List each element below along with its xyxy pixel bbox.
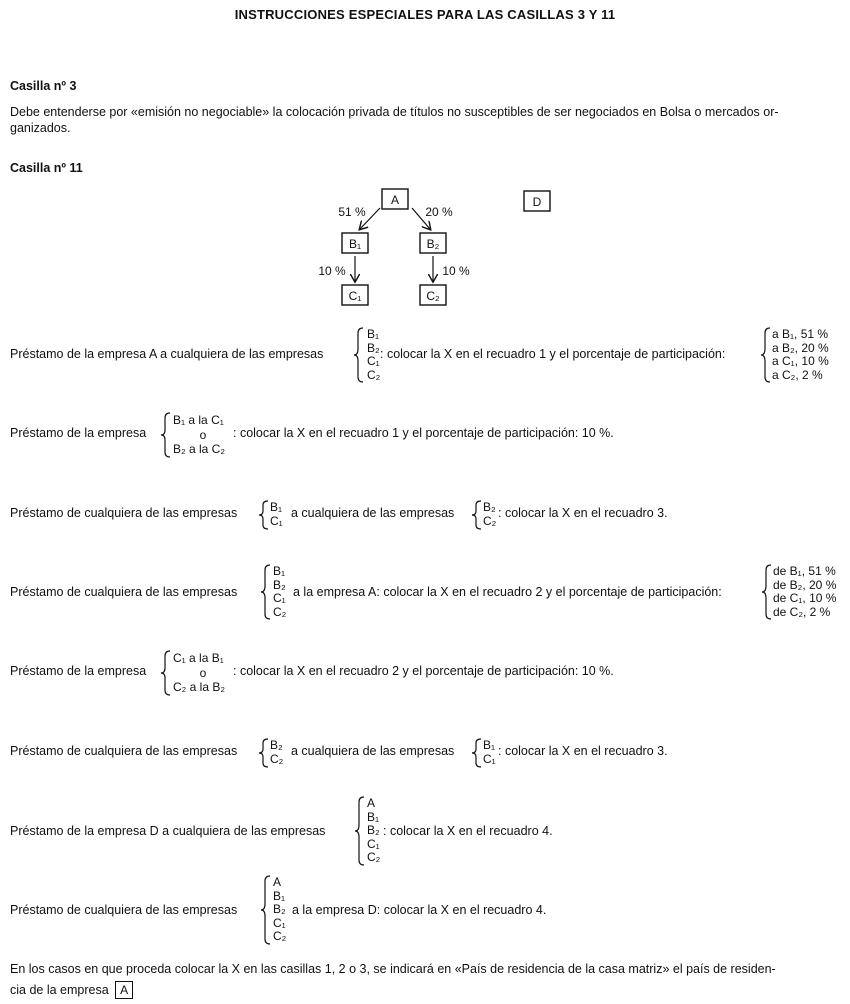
r7-tail: : colocar la X en el recuadro 4. bbox=[383, 824, 553, 838]
footer-company-box: A bbox=[115, 981, 133, 999]
r4-mid: a la empresa A: colocar la X en el recuadro 2 y el porcentaje de participación: bbox=[293, 585, 722, 599]
r6-item: B₂ bbox=[270, 738, 283, 752]
casilla-11-heading: Casilla nº 11 bbox=[10, 161, 83, 175]
r3-lead: Préstamo de cualquiera de las empresas bbox=[10, 506, 238, 520]
r4-lead: Préstamo de cualquiera de las empresas bbox=[10, 585, 238, 599]
r4-pct: de B₂, 20 % bbox=[773, 577, 837, 592]
footer-line2-text: cia de la empresa bbox=[10, 983, 109, 997]
r1-pct: a B₁, 51 % bbox=[772, 327, 829, 341]
node-b2: B₂ bbox=[426, 237, 440, 251]
r3-items-2 bbox=[483, 500, 496, 528]
r3-item: C₂ bbox=[483, 514, 497, 528]
r6-lead: Préstamo de cualquiera de las empresas bbox=[10, 744, 238, 758]
r5-items bbox=[173, 651, 233, 695]
r4-item: B₂ bbox=[273, 577, 286, 592]
r6-item: C₂ bbox=[270, 752, 284, 766]
r1-item: C₂ bbox=[367, 367, 381, 382]
r6-mid: a cualquiera de las empresas bbox=[291, 744, 455, 758]
r8-items bbox=[273, 876, 286, 944]
r1-lead: Préstamo de la empresa A a cualquiera de las empresas bbox=[10, 347, 324, 361]
r4-pct: de C₁, 10 % bbox=[773, 591, 837, 605]
footer-line2 bbox=[10, 981, 133, 999]
r8-item: B₁ bbox=[273, 888, 286, 903]
r3-item: B₂ bbox=[483, 500, 496, 514]
r8-item: C₁ bbox=[273, 915, 286, 930]
ownership-diagram bbox=[310, 186, 560, 311]
r5-item-or: o bbox=[199, 665, 207, 680]
r2-items bbox=[173, 413, 233, 457]
r7-item: C₂ bbox=[367, 850, 381, 864]
r1-pct-brace bbox=[760, 327, 772, 383]
r4-pct-list bbox=[773, 565, 836, 619]
node-b1: B₁ bbox=[348, 237, 362, 251]
r3-brace-2 bbox=[471, 500, 483, 530]
r1-pct: a C₁, 10 % bbox=[772, 354, 829, 368]
page-title: INSTRUCCIONES ESPECIALES PARA LAS CASILLAS 3 Y 11 bbox=[234, 7, 616, 22]
r2-item: B₂ a la C₂ bbox=[173, 442, 226, 456]
r1-item: B₂ bbox=[367, 340, 380, 355]
r2-lead: Préstamo de la empresa bbox=[10, 426, 147, 440]
r7-item: C₁ bbox=[367, 836, 380, 851]
r1-item: C₁ bbox=[367, 354, 380, 368]
r6-items-1 bbox=[270, 738, 283, 766]
r1-pct-list bbox=[772, 328, 829, 382]
casilla-3-text-line1: Debe entenderse por «emisión no negociable» la colocación privada de títulos no susceptibles de ser negociados en Bolsa o mercados or- bbox=[10, 105, 779, 119]
r8-item: B₂ bbox=[273, 902, 286, 916]
r3-tail: : colocar la X en el recuadro 3. bbox=[498, 506, 668, 520]
r7-item: A bbox=[367, 796, 376, 810]
r5-item: C₂ a la B₂ bbox=[173, 680, 226, 694]
r7-items bbox=[367, 797, 380, 865]
r3-item: C₁ bbox=[270, 514, 283, 528]
r7-brace bbox=[354, 796, 366, 866]
r6-brace-2 bbox=[471, 738, 483, 768]
r6-tail: : colocar la X en el recuadro 3. bbox=[498, 744, 668, 758]
r6-item: B₁ bbox=[483, 738, 496, 752]
pct-a-b2: 20 % bbox=[425, 205, 453, 219]
r5-brace bbox=[160, 650, 172, 696]
r4-item: C₂ bbox=[273, 604, 287, 619]
r2-item: B₁ a la C₁ bbox=[173, 413, 224, 427]
r6-items-2 bbox=[483, 738, 496, 766]
r8-brace bbox=[260, 875, 272, 945]
r5-tail: : colocar la X en el recuadro 2 y el porcentaje de participación: 10 %. bbox=[233, 664, 614, 678]
r1-pct: a C₂, 2 % bbox=[772, 367, 823, 382]
r3-item: B₁ bbox=[270, 500, 283, 514]
r1-brace bbox=[353, 327, 365, 383]
r6-item: C₁ bbox=[483, 752, 496, 766]
r4-item: B₁ bbox=[273, 564, 286, 578]
r7-item: B₁ bbox=[367, 809, 380, 824]
pct-b2-c2: 10 % bbox=[442, 264, 470, 278]
node-a: A bbox=[390, 193, 400, 207]
r3-brace-1 bbox=[258, 500, 270, 530]
r1-item: B₁ bbox=[367, 327, 380, 341]
r4-item: C₁ bbox=[273, 591, 286, 605]
casilla-3-text-line2: ganizados. bbox=[10, 121, 71, 135]
r2-tail: : colocar la X en el recuadro 1 y el porcentaje de participación: 10 %. bbox=[233, 426, 614, 440]
r1-items bbox=[367, 328, 380, 382]
pct-a-b1: 51 % bbox=[338, 205, 366, 219]
r3-mid: a cualquiera de las empresas bbox=[291, 506, 455, 520]
r1-mid: : colocar la X en el recuadro 1 y el porcentaje de participación: bbox=[380, 347, 726, 361]
r4-pct: de B₁, 51 % bbox=[773, 564, 836, 578]
footer-line1: En los casos en que proceda colocar la X en las casillas 1, 2 o 3, se indicará en «País de residencia de la casa matriz» el país de residen- bbox=[10, 962, 776, 976]
casilla-3-heading: Casilla nº 3 bbox=[10, 79, 77, 93]
r6-brace-1 bbox=[258, 738, 270, 768]
r8-item: A bbox=[273, 875, 282, 889]
r8-lead: Préstamo de cualquiera de las empresas bbox=[10, 903, 238, 917]
r4-brace bbox=[260, 564, 272, 620]
r4-pct: de C₂, 2 % bbox=[773, 604, 831, 619]
node-c2: C₂ bbox=[426, 289, 440, 303]
r4-items bbox=[273, 565, 286, 619]
r4-pct-brace bbox=[761, 564, 773, 620]
r7-item: B₂ bbox=[367, 823, 380, 837]
r2-brace bbox=[160, 412, 172, 458]
node-d: D bbox=[532, 195, 542, 209]
r8-tail: a la empresa D: colocar la X en el recuadro 4. bbox=[292, 903, 547, 917]
pct-b1-c1: 10 % bbox=[318, 264, 346, 278]
node-c1: C₁ bbox=[348, 289, 362, 303]
r8-item: C₂ bbox=[273, 929, 287, 943]
r3-items-1 bbox=[270, 500, 283, 528]
r2-item-or: o bbox=[199, 427, 207, 442]
r5-lead: Préstamo de la empresa bbox=[10, 664, 147, 678]
r5-item: C₁ a la B₁ bbox=[173, 651, 224, 665]
r1-pct: a B₂, 20 % bbox=[772, 340, 829, 355]
r7-lead: Préstamo de la empresa D a cualquiera de las empresas bbox=[10, 824, 326, 838]
